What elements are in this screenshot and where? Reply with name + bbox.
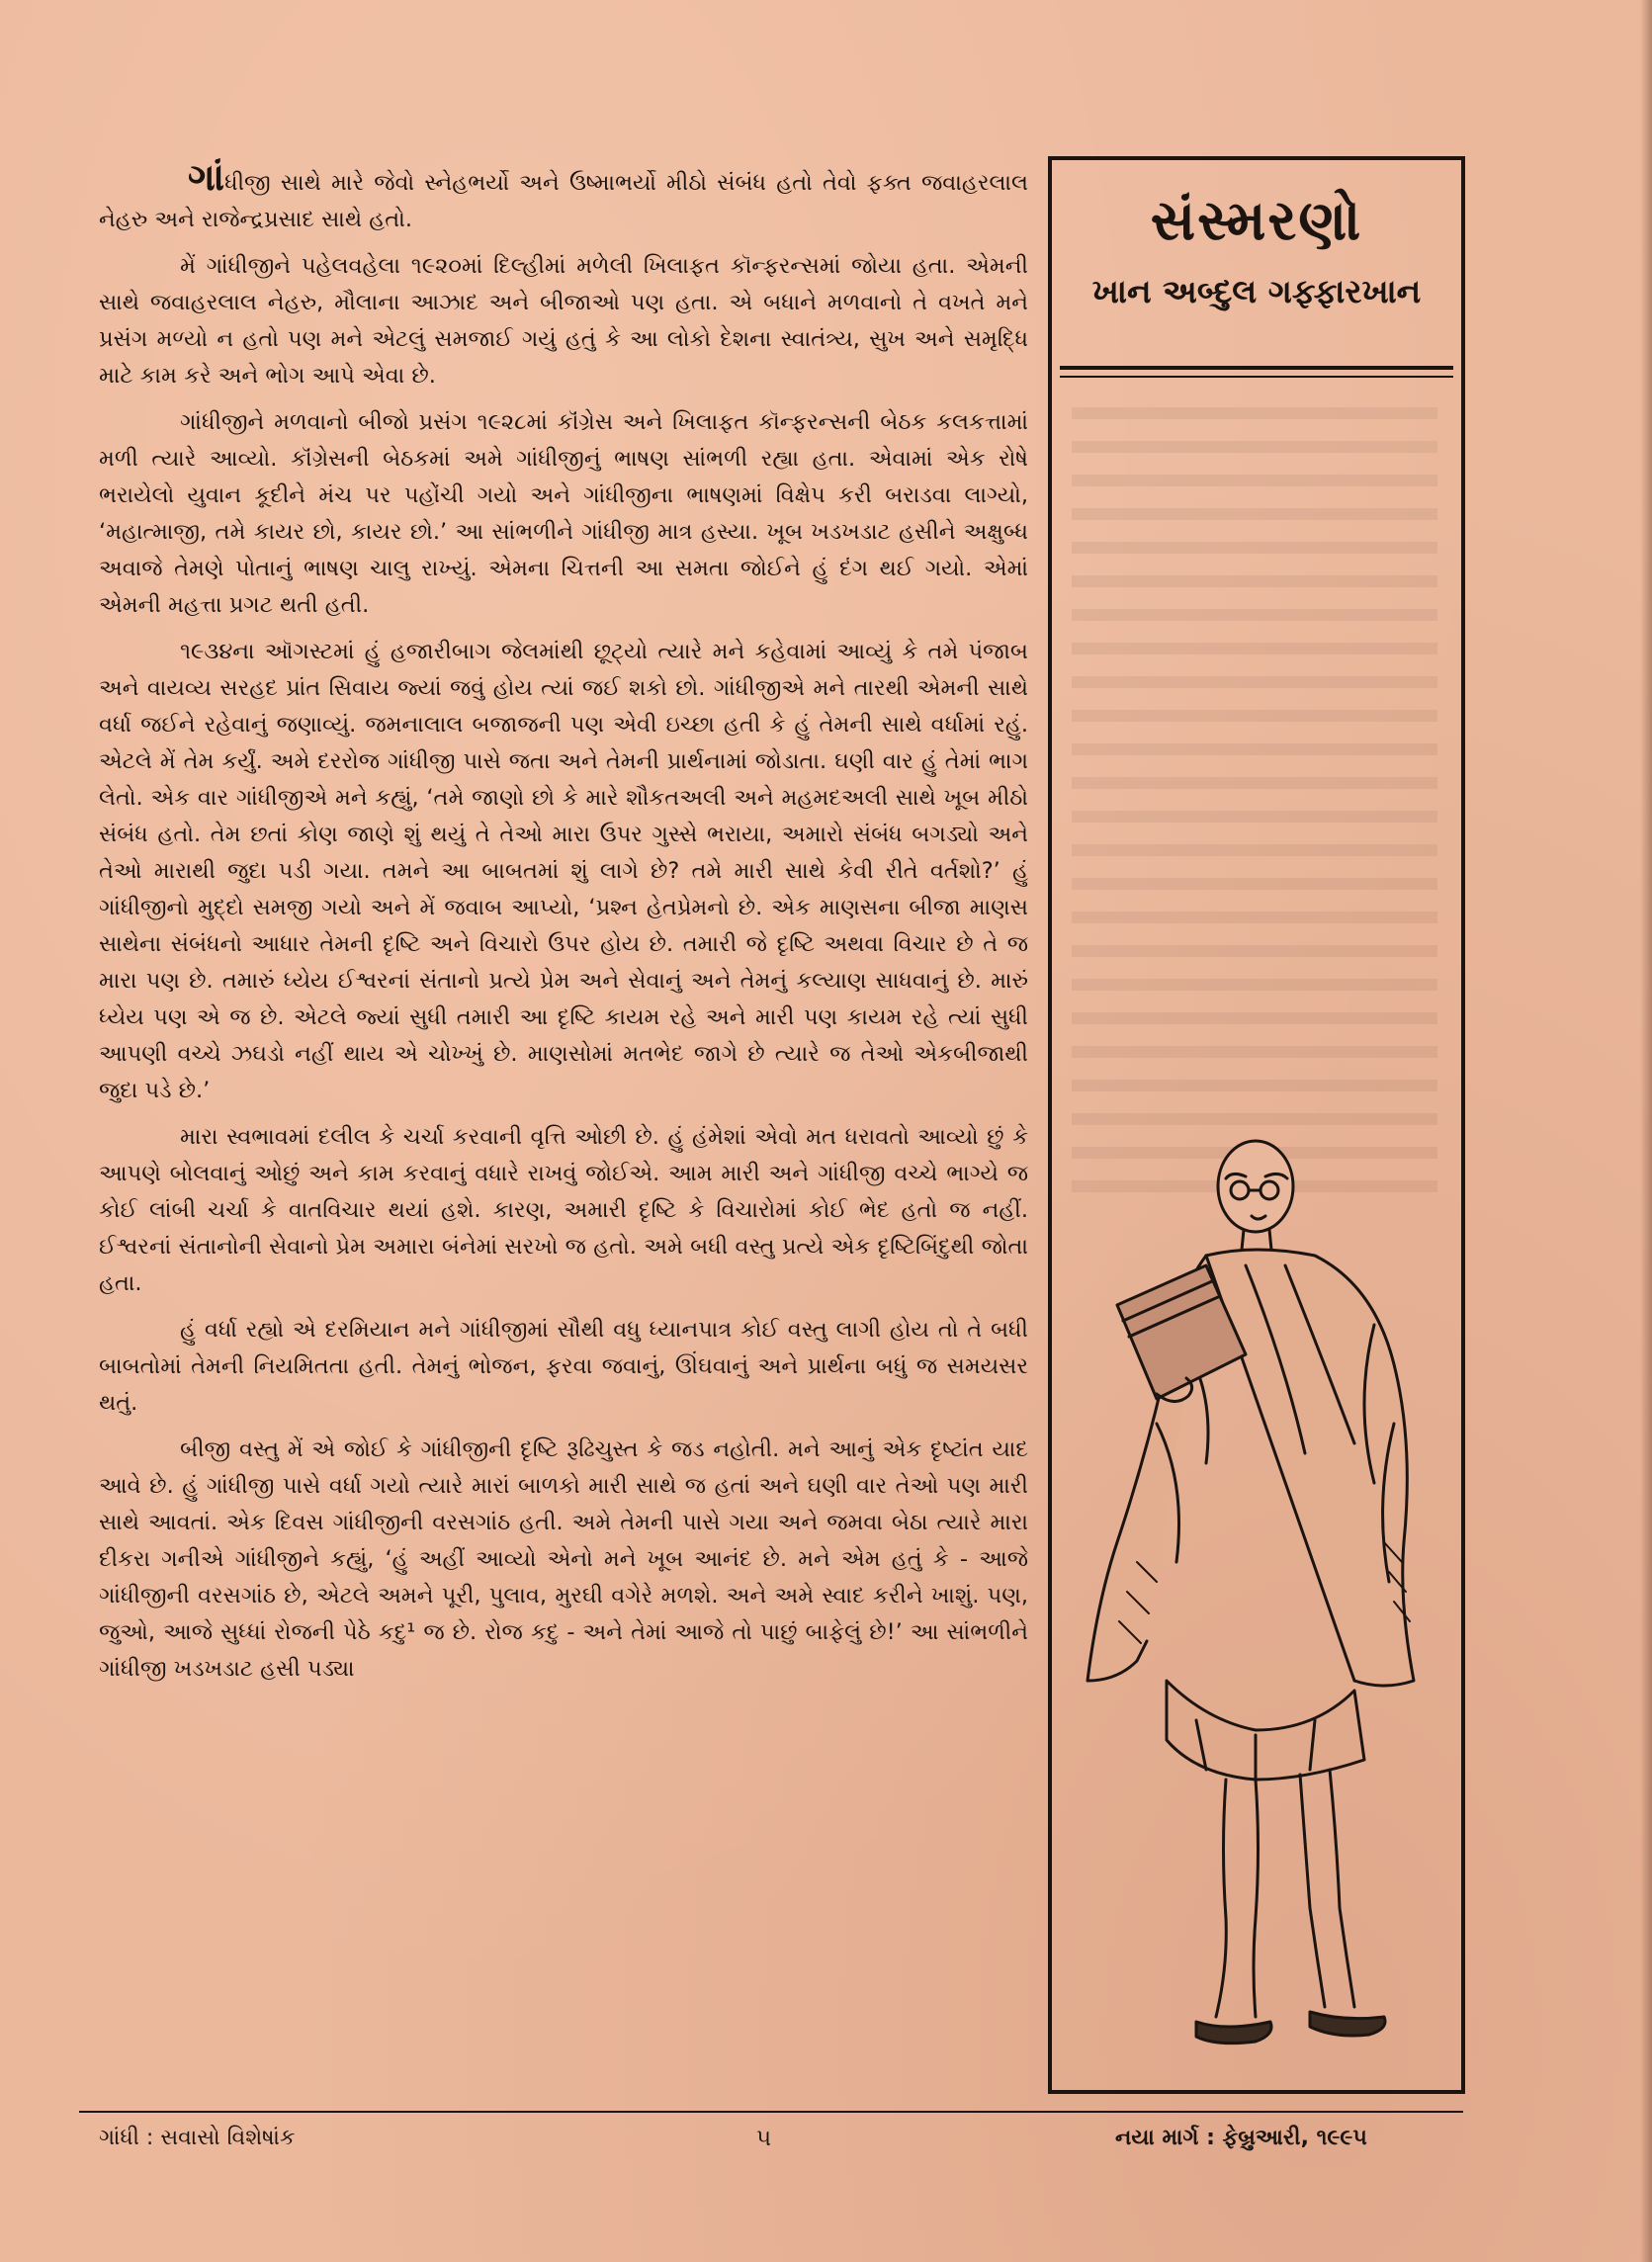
paragraph-1-text: ધીજી સાથે મારે જેવો સ્નેહભર્યો અને ઉષ્માભર્યો મીઠો સંબંધ હતો તેવો ફક્ત જવાહરલાલ નેહરુ અને રાજેન્દ્રપ્રસાદ સાથે હતો. — [99, 170, 1028, 232]
page-edge-shadow — [1640, 0, 1652, 2262]
bleed-through-text — [1072, 407, 1437, 1198]
footer-issue-name: ગાંધી : સવાસો વિશેષાંક — [99, 2126, 296, 2150]
article-paragraph-7: બીજી વસ્તુ મેં એ જોઈ કે ગાંધીજીની દૃષ્ટિ રૂઢિચુસ્ત કે જડ નહોતી. મને આનું એક દૃષ્ટાંત યાદ આવે છે. હું ગાંધીજી પાસે વર્ધા ગયો ત્યારે મારાં બાળકો મારી સાથે જ હતાં અને ઘણી વાર તેઓ પણ મારી સાથે આવતાં. એક દિવસ ગાંધીજીની વરસગાંઠ હતી. અમે તેમની પાસે ગયા અને જમવા બેઠા ત્યારે મારા દીકરા ગનીએ ગાંધીજીને કહ્યું, ‘હું અહીં આવ્યો એનો મને ખૂબ આનંદ છે. મને એમ હતું કે - આજે ગાંધીજીની વરસગાંઠ છે, એટલે અમને પૂરી, પુલાવ, મુરઘી વગેરે મળશે. અને અમે સ્વાદ કરીને ખાશું. પણ, જુઓ, આજે સુધ્ધાં રોજની પેઠે કદુ¹ જ છે. રોજ કદુ - અને તેમાં આજે તો પાછું બાફેલું છે!’ આ સાંભળીને ગાંધીજી ખડખડાટ હસી પડ્યા — [99, 1436, 1028, 1682]
article-paragraph-1 — [99, 158, 1028, 238]
page-number: ૫ — [756, 2126, 772, 2151]
footer-divider — [79, 2111, 1463, 2113]
sidebar-title: સંસ્મરણો — [1150, 188, 1363, 253]
article-paragraph-5: મારા સ્વભાવમાં દલીલ કે ચર્ચા કરવાની વૃત્તિ ઓછી છે. હું હંમેશાં એવો મત ધરાવતો આવ્યો છું કે આપણે બોલવાનું ઓછું અને કામ કરવાનું વધારે રાખવું જોઈએ. આમ મારી અને ગાંધીજી વચ્ચે ભાગ્યે જ કોઈ લાંબી ચર્ચા કે વાતવિચાર થયાં હશે. કારણ, અમારી દૃષ્ટિ કે વિચારોમાં કોઈ ભેદ હતો જ નહીં. ઈશ્વરનાં સંતાનોની સેવાનો પ્રેમ અમારા બંનેમાં સરખો જ હતો. અમે બધી વસ્તુ પ્રત્યે એક દૃષ્ટિબિંદુથી જોતા હતા. — [99, 1124, 1028, 1296]
article-paragraph-6: હું વર્ધા રહ્યો એ દરમિયાન મને ગાંધીજીમાં સૌથી વધુ ધ્યાનપાત્ર કોઈ વસ્તુ લાગી હોય તો તે બધી બાબતોમાં તેમની નિયમિતતા હતી. તેમનું ભોજન, ફરવા જવાનું, ઊંઘવાનું અને પ્રાર્થના બધું જ સમયસર થતું. — [99, 1317, 1028, 1416]
article-paragraph-2: મેં ગાંધીજીને પહેલવહેલા ૧૯૨૦માં દિલ્હીમાં મળેલી ખિલાફત કૉન્ફરન્સમાં જોયા હતા. એમની સાથે જવાહરલાલ નેહરુ, મૌલાના આઝાદ અને બીજાઓ પણ હતા. એ બધાને મળવાનો તે વખતે મને પ્રસંગ મળ્યો ન હતો પણ મને એટલું સમજાઈ ગયું હતું કે આ લોકો દેશના સ્વાતંત્ર્ય, સુખ અને સમૃદ્ધિ માટે કામ કરે અને ભોગ આપે એવા છે. — [99, 253, 1028, 389]
drop-cap: ગાં — [188, 158, 225, 199]
author-name: ખાન અબ્દુલ ગફ્ફારખાન — [1091, 272, 1422, 310]
gandhi-walking-illustration — [1058, 1127, 1453, 2076]
article-body — [99, 158, 1028, 2106]
article-paragraph-3: ગાંધીજીને મળવાનો બીજો પ્રસંગ ૧૯૨૮માં કૉંગ્રેસ અને ખિલાફત કૉન્ફરન્સની બેઠક કલકત્તામાં મળી ત્યારે આવ્યો. કૉંગ્રેસની બેઠકમાં અમે ગાંધીજીનું ભાષણ સાંભળી રહ્યા હતા. એવામાં એક રોષે ભરાયેલો યુવાન કૂદીને મંચ પર પહોંચી ગયો અને ગાંધીજીના ભાષણમાં વિક્ષેપ કરી બરાડવા લાગ્યો, ‘મહાત્માજી, તમે કાયર છો, કાયર છો.’ આ સાંભળીને ગાંધીજી માત્ર હસ્યા. ખૂબ ખડખડાટ હસીને અક્ષુબ્ધ અવાજે તેમણે પોતાનું ભાષણ ચાલુ રાખ્યું. એમના ચિત્તની આ સમતા જોઈને હું દંગ થઈ ગયો. એમાં એમની મહત્તા પ્રગટ થતી હતી. — [99, 409, 1028, 618]
article-paragraph-4: ૧૯૩૪ના ઑગસ્ટમાં હું હજારીબાગ જેલમાંથી છૂટ્યો ત્યારે મને કહેવામાં આવ્યું કે તમે પંજાબ અને વાયવ્ય સરહદ પ્રાંત સિવાય જ્યાં જવું હોય ત્યાં જઈ શકો છો. ગાંધીજીએ મને તારથી એમની સાથે વર્ધા જઈને રહેવાનું જણાવ્યું. જમનાલાલ બજાજની પણ એવી ઇચ્છા હતી કે હું તેમની સાથે વર્ધામાં રહું. એટલે મેં તેમ કર્યું. અમે દરરોજ ગાંધીજી પાસે જતા અને તેમની પ્રાર્થનામાં જોડાતા. ઘણી વાર હું તેમાં ભાગ લેતો. એક વાર ગાંધીજીએ મને કહ્યું, ‘તમે જાણો છો કે મારે શૌકતઅલી અને મહમદઅલી સાથે ખૂબ મીઠો સંબંધ હતો. તેમ છતાં કોણ જાણે શું થયું તે તેઓ મારા ઉપર ગુસ્સે ભરાયા, અમારો સંબંધ બગડ્યો અને તેઓ મારાથી જુદા પડી ગયા. તમને આ બાબતમાં શું લાગે છે? તમે મારી સાથે કેવી રીતે વર્તશો?’ હું ગાંધીજીનો મુદ્દો સમજી ગયો અને મેં જવાબ આપ્યો, ‘પ્રશ્ન હેતપ્રેમનો છે. એક માણસના બીજા માણસ સાથેના સંબંધનો આધાર તેમની દૃષ્ટિ અને વિચારો ઉપર હોય છે. તમારી જે દૃષ્ટિ અથવા વિચાર છે તે જ મારા પણ છે. તમારું ધ્યેય ઈશ્વરનાં સંતાનો પ્રત્યે પ્રેમ અને સેવાનું અને તેમનું કલ્યાણ સાધવાનું છે. મારું ધ્યેય પણ એ જ છે. એટલે જ્યાં સુધી તમારી આ દૃષ્ટિ કાયમ રહે અને મારી પણ કાયમ રહે ત્યાં સુધી આપણી વચ્ચે ઝઘડો નહીં થાય એ ચોખ્ખું છે. માણસોમાં મતભેદ જાગે છે ત્યારે જ તેઓ એકબીજાથી જુદા પડે છે.’ — [99, 639, 1028, 1103]
footer-magazine-date: નયા માર્ગ : ફેબ્રુઆરી, ૧૯૯૫ — [1115, 2126, 1367, 2150]
divider-thin — [1060, 376, 1453, 378]
divider-thick — [1060, 366, 1453, 370]
